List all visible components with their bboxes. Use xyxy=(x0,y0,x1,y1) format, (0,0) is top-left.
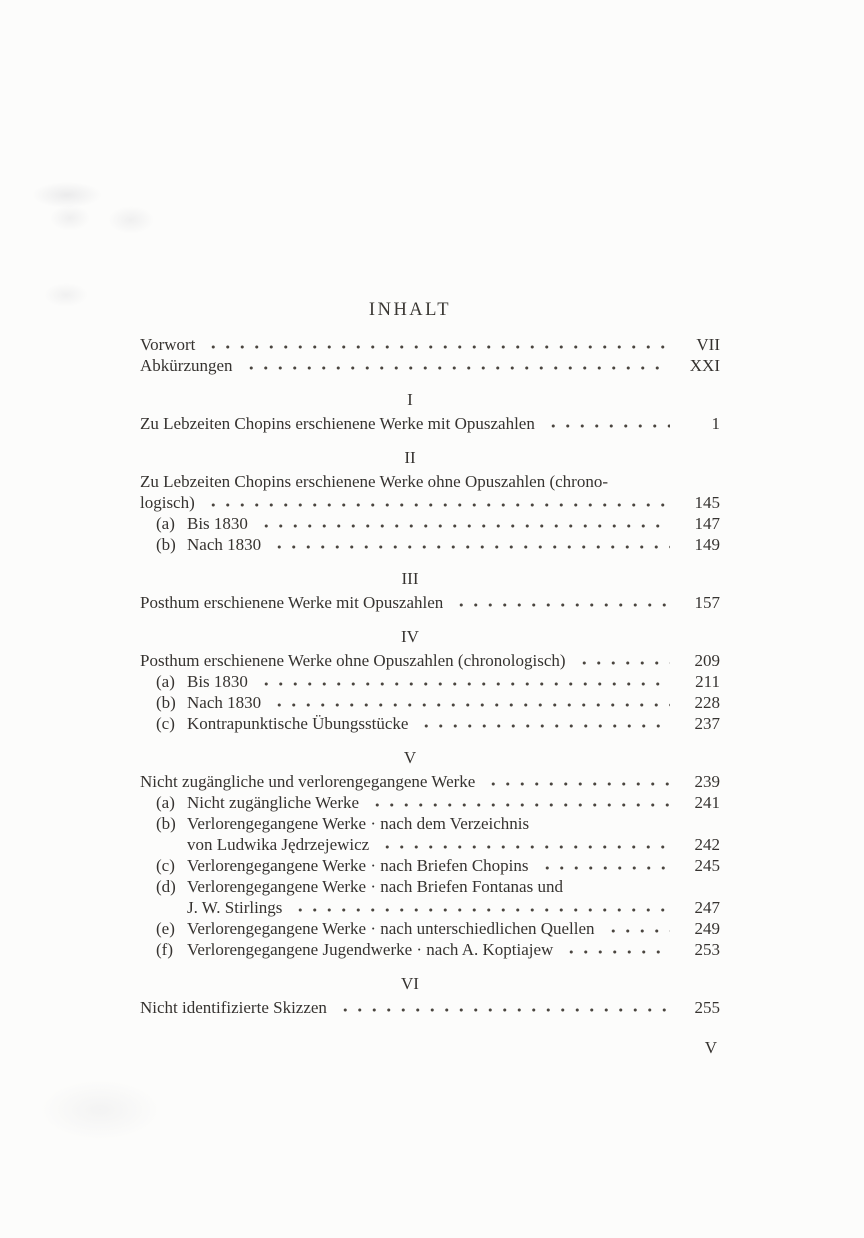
dot-leader xyxy=(378,834,670,855)
toc-entry xyxy=(140,997,720,1018)
toc-subentry xyxy=(140,692,720,713)
toc-entry xyxy=(140,471,720,492)
entry-title: Bis 1830 xyxy=(187,672,248,691)
entry-title: Verlorengegangene Jugendwerke · nach A. Koptiajew xyxy=(187,940,554,959)
subentry-label: (a) xyxy=(156,793,175,812)
entry-page-number: 237 xyxy=(694,714,720,733)
entry-page-number: 157 xyxy=(694,593,720,612)
entry-page-number: 245 xyxy=(694,856,720,875)
section-numeral-1: I xyxy=(407,390,413,409)
entry-page-number: VII xyxy=(696,335,720,354)
toc-subentry xyxy=(140,671,720,692)
entry-title: Verlorengegangene Werke · nach Briefen Chopins xyxy=(187,856,529,875)
entry-title: von Ludwika Jędrzejewicz xyxy=(187,835,370,854)
dot-leader xyxy=(417,713,670,734)
dot-leader xyxy=(538,855,671,876)
subentry-label: (c) xyxy=(156,714,175,733)
entry-title: Nicht identifizierte Skizzen xyxy=(140,998,327,1017)
toc-entry-vorwort xyxy=(140,334,720,355)
entry-title: Vorwort xyxy=(140,335,196,354)
entry-page-number: 241 xyxy=(694,793,720,812)
dot-leader xyxy=(291,897,670,918)
entry-title: Posthum erschienene Werke mit Opuszahlen xyxy=(140,593,444,612)
entry-page-number: 211 xyxy=(695,672,720,691)
entry-page-number: 209 xyxy=(694,651,720,670)
toc-entry-continuation xyxy=(140,492,720,513)
toc-entry xyxy=(140,592,720,613)
subentry-label: (e) xyxy=(156,919,175,938)
subentry-label: (b) xyxy=(156,814,176,833)
dot-leader xyxy=(270,534,670,555)
entry-title: Zu Lebzeiten Chopins erschienene Werke mit Opuszahlen xyxy=(140,414,535,433)
entry-title: Verlorengegangene Werke · nach dem Verzeichnis xyxy=(187,814,530,833)
dot-leader xyxy=(562,939,670,960)
toc-subentry xyxy=(140,918,720,939)
entry-page-number: 249 xyxy=(694,919,720,938)
entry-page-number: XXI xyxy=(689,356,720,375)
section-numeral-2: II xyxy=(404,448,416,467)
subentry-label: (a) xyxy=(156,514,175,533)
toc-subentry xyxy=(140,876,720,897)
entry-page-number: 147 xyxy=(694,514,720,533)
section-numeral-3: III xyxy=(401,569,419,588)
toc-subentry xyxy=(140,513,720,534)
toc-subentry xyxy=(140,813,720,834)
entry-page-number: 242 xyxy=(694,835,720,854)
entry-page-number: 239 xyxy=(694,772,720,791)
toc-entry xyxy=(140,413,720,434)
subentry-label: (b) xyxy=(156,693,176,712)
entry-page-number: 255 xyxy=(694,998,720,1017)
toc-entry-continuation xyxy=(140,897,720,918)
subentry-label: (a) xyxy=(156,672,175,691)
dot-leader xyxy=(204,492,670,513)
folio-page-number: V xyxy=(704,1038,717,1057)
subentry-label: (b) xyxy=(156,535,176,554)
entry-title: Abkürzungen xyxy=(140,356,233,375)
entry-page-number: 145 xyxy=(694,493,720,512)
toc-subentry xyxy=(140,939,720,960)
entry-page-number: 1 xyxy=(711,414,720,433)
dot-leader xyxy=(270,692,670,713)
toc-subentry xyxy=(140,534,720,555)
entry-title: Bis 1830 xyxy=(187,514,248,533)
entry-page-number: 228 xyxy=(694,693,720,712)
dot-leader xyxy=(336,997,670,1018)
entry-title: Nach 1830 xyxy=(187,693,262,712)
dot-leader xyxy=(257,513,670,534)
dot-leader xyxy=(575,650,670,671)
entry-title: Nicht zugängliche Werke xyxy=(187,793,360,812)
dot-leader xyxy=(452,592,670,613)
entry-title: Kontrapunktische Übungsstücke xyxy=(187,714,409,733)
entry-page-number: 253 xyxy=(694,940,720,959)
dot-leader xyxy=(242,355,670,376)
subentry-label: (c) xyxy=(156,856,175,875)
dot-leader xyxy=(544,413,670,434)
toc-entry xyxy=(140,650,720,671)
dot-leader xyxy=(604,918,670,939)
toc-subentry xyxy=(140,792,720,813)
entry-title: Verlorengegangene Werke · nach Briefen Fontanas und xyxy=(187,877,563,896)
dot-leader xyxy=(484,771,670,792)
section-numeral-6: VI xyxy=(401,974,419,993)
section-numeral-5: V xyxy=(403,748,417,767)
entry-title: Zu Lebzeiten Chopins erschienene Werke ohne Opuszahlen (chrono- xyxy=(140,472,609,491)
table-of-contents xyxy=(140,300,720,1058)
toc-entry-abkuerzungen xyxy=(140,355,720,376)
section-numeral-4: IV xyxy=(401,627,419,646)
toc-subentry xyxy=(140,855,720,876)
entry-title: logisch) xyxy=(140,493,195,512)
entry-page-number: 247 xyxy=(694,898,720,917)
dot-leader xyxy=(257,671,670,692)
entry-title: Nach 1830 xyxy=(187,535,262,554)
subentry-label: (d) xyxy=(156,877,176,896)
toc-entry-continuation xyxy=(140,834,720,855)
dot-leader xyxy=(204,334,670,355)
page-title: INHALT xyxy=(368,300,452,320)
entry-page-number: 149 xyxy=(694,535,720,554)
entry-title: Posthum erschienene Werke ohne Opuszahlen (chronologisch) xyxy=(140,651,566,670)
entry-title: J. W. Stirlings xyxy=(187,898,283,917)
toc-entry xyxy=(140,771,720,792)
toc-subentry xyxy=(140,713,720,734)
subentry-label: (f) xyxy=(156,940,173,959)
entry-title: Verlorengegangene Werke · nach unterschiedlichen Quellen xyxy=(187,919,595,938)
entry-title: Nicht zugängliche und verlorengegangene Werke xyxy=(140,772,476,791)
dot-leader xyxy=(368,792,670,813)
